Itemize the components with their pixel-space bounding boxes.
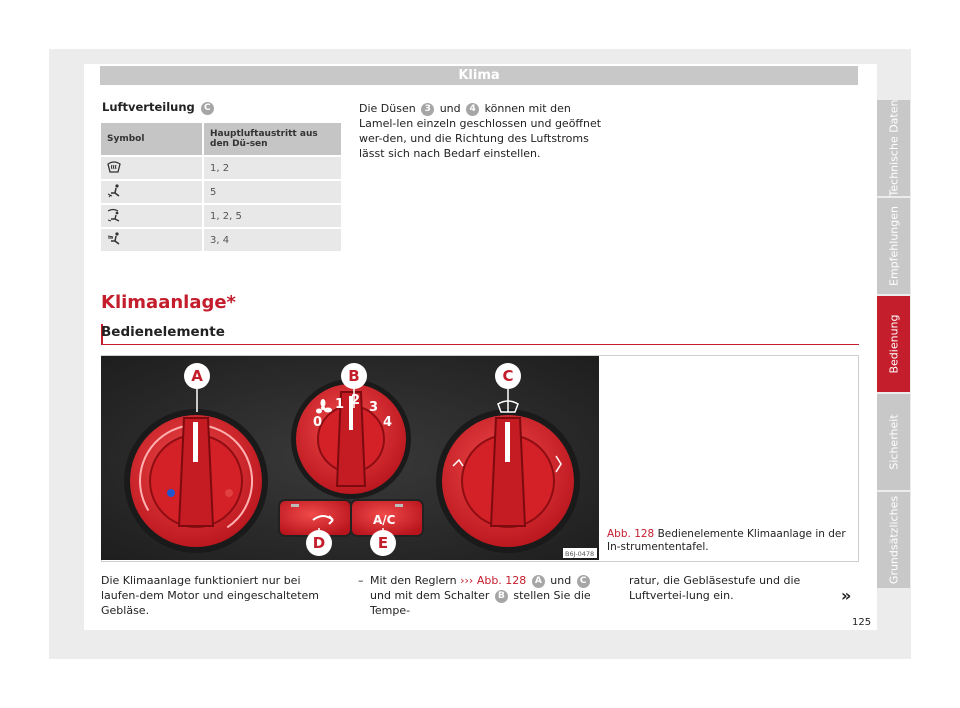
- page-number: 125: [852, 617, 872, 628]
- side-tab-technische-daten[interactable]: [877, 100, 910, 196]
- continue-arrow-icon: »: [841, 586, 852, 605]
- ac-label: A/C: [373, 513, 396, 527]
- subsection-title: Bedienelemente: [101, 324, 225, 340]
- table-cell-outlets: 5: [204, 181, 341, 203]
- table-cell-symbol: [101, 181, 204, 203]
- body-text-col3: ratur, die Gebläsestufe und die Luftvertei-lung ein.: [629, 574, 801, 602]
- windshield-defrost-icon: [107, 161, 121, 173]
- list-item: [358, 573, 602, 618]
- table-row: [101, 181, 341, 203]
- ref-badge-3: 3: [421, 103, 434, 116]
- table-cell-symbol: [101, 229, 204, 251]
- image-code: B6J-0478: [565, 550, 595, 558]
- column-header-symbol: Symbol: [101, 123, 204, 155]
- side-tab-label: Grundsätzliches: [887, 495, 900, 585]
- cross-reference-arrow: ›››: [460, 574, 474, 587]
- fan-level-0: 0: [313, 415, 323, 430]
- callout-d: D: [312, 534, 326, 552]
- figure-caption-text: Bedienelemente Klimaanlage in der In-strumententafel.: [607, 528, 846, 553]
- list-item-text: und: [550, 574, 572, 587]
- callout-a: A: [191, 367, 203, 385]
- fan-level-1: 1: [335, 397, 345, 412]
- section-title: Klimaanlage*: [101, 292, 236, 313]
- side-tab-label: Sicherheit: [887, 414, 900, 470]
- side-tab-label: Technische Daten: [887, 99, 900, 197]
- fan-speed-knob: [291, 379, 411, 499]
- list-item-text: mit dem Schalter: [394, 589, 490, 602]
- air-recirculation-button: [279, 500, 351, 536]
- windshield-footwell-icon: [107, 208, 121, 222]
- figure-number: Abb. 128: [607, 528, 655, 540]
- table-row: [101, 157, 341, 179]
- vent-paragraph-text: können mit den Lamel-len einzeln geschlossen und geöffnet wer-den, und die Richtung des Luftstroms lässt sich nach Bedarf einstellen.: [359, 102, 602, 160]
- ac-button: [351, 500, 423, 536]
- table-cell-symbol: [101, 205, 204, 227]
- temperature-knob: [124, 409, 268, 553]
- fan-level-4: 4: [383, 415, 393, 430]
- body-text-col2: [358, 573, 602, 618]
- list-item-text: Mit den Reglern: [370, 574, 457, 587]
- climate-control-panel-figure: [101, 356, 599, 560]
- vent-paragraph-text: und: [439, 102, 461, 115]
- ref-badge-c: C: [201, 102, 214, 115]
- callout-e: E: [377, 534, 389, 552]
- table-cell-outlets: 3, 4: [204, 229, 341, 251]
- vent-paragraph-text: Die Düsen: [359, 102, 416, 115]
- side-tab-bedienung[interactable]: [877, 296, 910, 392]
- ref-badge-a: A: [532, 575, 545, 588]
- list-dash: –: [358, 574, 364, 587]
- vent-paragraph: [359, 101, 609, 161]
- table-cell-symbol: [101, 157, 204, 179]
- fan-level-3: 3: [369, 400, 379, 415]
- callout-c: C: [502, 367, 514, 385]
- ref-badge-b: B: [495, 590, 508, 603]
- footwell-air-icon: [107, 184, 121, 198]
- body-text-col1: Die Klimaanlage funktioniert nur bei laufen-dem Motor und eingeschaltetem Gebläse.: [101, 574, 319, 617]
- table-cell-outlets: 1, 2: [204, 157, 341, 179]
- air-distribution-title: [102, 100, 216, 115]
- air-distribution-title-text: Luftverteilung: [102, 100, 195, 114]
- face-vent-icon: [107, 232, 121, 246]
- section-divider: [101, 344, 859, 345]
- list-item-text: und: [370, 589, 391, 602]
- fan-level-2: 2: [351, 393, 361, 408]
- ref-badge-4: 4: [466, 103, 479, 116]
- table-row: [101, 205, 341, 227]
- table-row: [101, 229, 341, 251]
- table-header-row: [101, 123, 341, 155]
- callout-b: B: [348, 367, 360, 385]
- ref-badge-c: C: [577, 575, 590, 588]
- list-item-text: stellen Sie die Tempe-: [370, 589, 591, 617]
- column-header-outlet: Hauptluftaustritt aus den Dü-sen: [204, 123, 341, 155]
- side-tab-label: Bedienung: [887, 314, 900, 374]
- side-tab-empfehlungen[interactable]: [877, 198, 910, 294]
- figure-link[interactable]: Abb. 128: [476, 574, 527, 587]
- side-tab-sicherheit[interactable]: [877, 394, 910, 490]
- table-cell-outlets: 1, 2, 5: [204, 205, 341, 227]
- side-tab-grundsaetzliches[interactable]: [877, 492, 910, 588]
- chapter-header: Klima: [100, 66, 858, 85]
- side-tab-label: Empfehlungen: [887, 206, 900, 286]
- figure-caption: [607, 528, 855, 554]
- air-distribution-table: [101, 121, 341, 253]
